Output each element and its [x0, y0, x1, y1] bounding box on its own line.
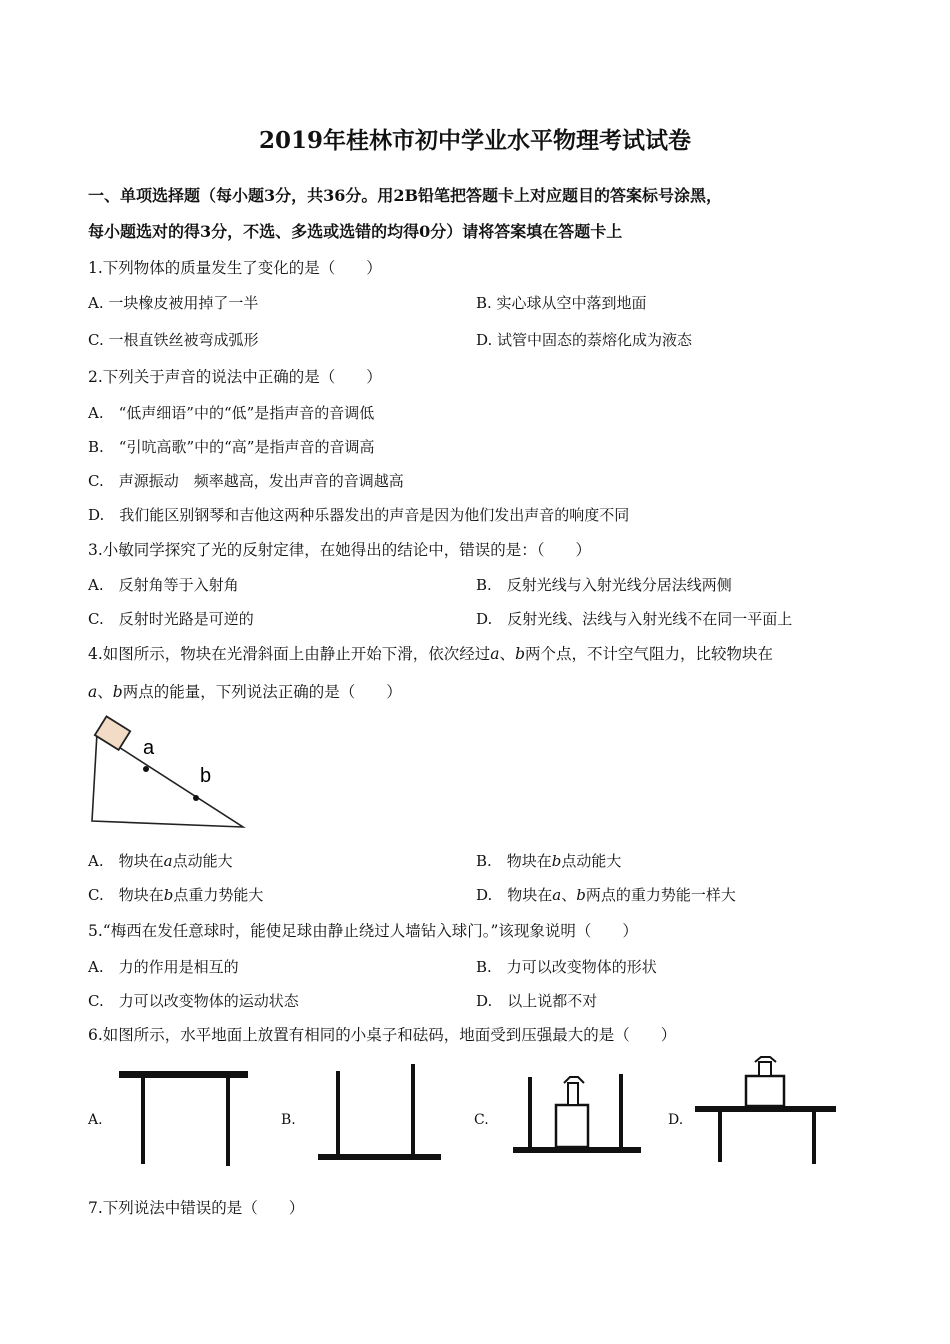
- figure-6-label-d: D.: [668, 1112, 684, 1128]
- question-5-option-b: B. 力可以改变物体的形状: [476, 958, 657, 976]
- section-instructions-line1: 一、单项选择题（每小题3分，共36分。用2B铅笔把答题卡上对应题目的答案标号涂黑，: [88, 186, 723, 205]
- question-1-option-a: A. 一块橡皮被用掉了一半: [88, 294, 259, 312]
- question-3-stem: 3.小敏同学探究了光的反射定律，在她得出的结论中，错误的是：（ ）: [88, 541, 592, 559]
- question-1-option-c: C. 一根直铁丝被弯成弧形: [88, 331, 259, 349]
- figure-6a-table-upright: [119, 1071, 248, 1166]
- figure-6b-table-inverted: [318, 1064, 441, 1160]
- question-2-option-d: D. 我们能区别钢琴和吉他这两种乐器发出的声音是因为他们发出声音的响度不同: [88, 506, 630, 524]
- question-2-option-a: A. “低声细语”中的“低”是指声音的音调低: [88, 404, 375, 422]
- question-2-stem: 2.下列关于声音的说法中正确的是（ ）: [88, 368, 382, 386]
- question-3-option-d: D. 反射光线、法线与入射光线不在同一平面上: [476, 610, 793, 628]
- question-3-option-a: A. 反射角等于入射角: [88, 576, 239, 594]
- question-4-option-b: B. 物块在b点动能大: [476, 852, 622, 870]
- question-1-option-b: B. 实心球从空中落到地面: [476, 294, 647, 312]
- figure-6-label-a: A.: [88, 1112, 103, 1128]
- figure-6d-table-upright-with-weight: [695, 1057, 836, 1164]
- label-b: b: [200, 765, 212, 787]
- label-a: a: [143, 737, 155, 759]
- question-3-option-c: C. 反射时光路是可逆的: [88, 610, 254, 628]
- question-5-option-a: A. 力的作用是相互的: [88, 958, 239, 976]
- question-6-stem: 6.如图所示，水平地面上放置有相同的小桌子和砝码，地面受到压强最大的是（ ）: [88, 1026, 677, 1044]
- question-4-stem-line2: a、b两点的能量，下列说法正确的是（ ）: [88, 683, 402, 701]
- question-5-option-c: C. 力可以改变物体的运动状态: [88, 992, 299, 1010]
- question-4-option-d: D. 物块在a、b两点的重力势能一样大: [476, 886, 736, 904]
- section-instructions-line2: 每小题选对的得3分，不选、多选或选错的均得0分）请将答案填在答题卡上: [88, 222, 623, 241]
- question-5-option-d: D. 以上说都不对: [476, 992, 598, 1010]
- question-1-option-d: D. 试管中固态的萘熔化成为液态: [476, 331, 693, 349]
- figure-6-label-c: C.: [474, 1112, 489, 1128]
- figure-6-label-b: B.: [281, 1112, 296, 1128]
- question-4-stem-line1: 4.如图所示，物块在光滑斜面上由静止开始下滑，依次经过a、b两个点，不计空气阻力，比较物块在: [88, 645, 774, 663]
- question-4-option-c: C. 物块在b点重力势能大: [88, 886, 264, 904]
- figure-6c-table-inverted-with-weight: [513, 1074, 641, 1153]
- question-2-option-b: B. “引吭高歌”中的“高”是指声音的音调高: [88, 438, 375, 456]
- question-1-stem: 1.下列物体的质量发生了变化的是（ ）: [88, 259, 382, 277]
- question-2-option-c: C. 声源振动 频率越高，发出声音的音调越高: [88, 472, 404, 490]
- question-3-option-b: B. 反射光线与入射光线分居法线两侧: [476, 576, 732, 594]
- question-5-stem: 5.“梅西在发任意球时，能使足球由静止绕过人墙钻入球门。”该现象说明（ ）: [88, 922, 638, 940]
- page-title: 2019年桂林市初中学业水平物理考试试卷: [258, 127, 691, 154]
- question-4-option-a: A. 物块在a点动能大: [88, 852, 233, 870]
- question-7-stem: 7.下列说法中错误的是（ ）: [88, 1199, 305, 1217]
